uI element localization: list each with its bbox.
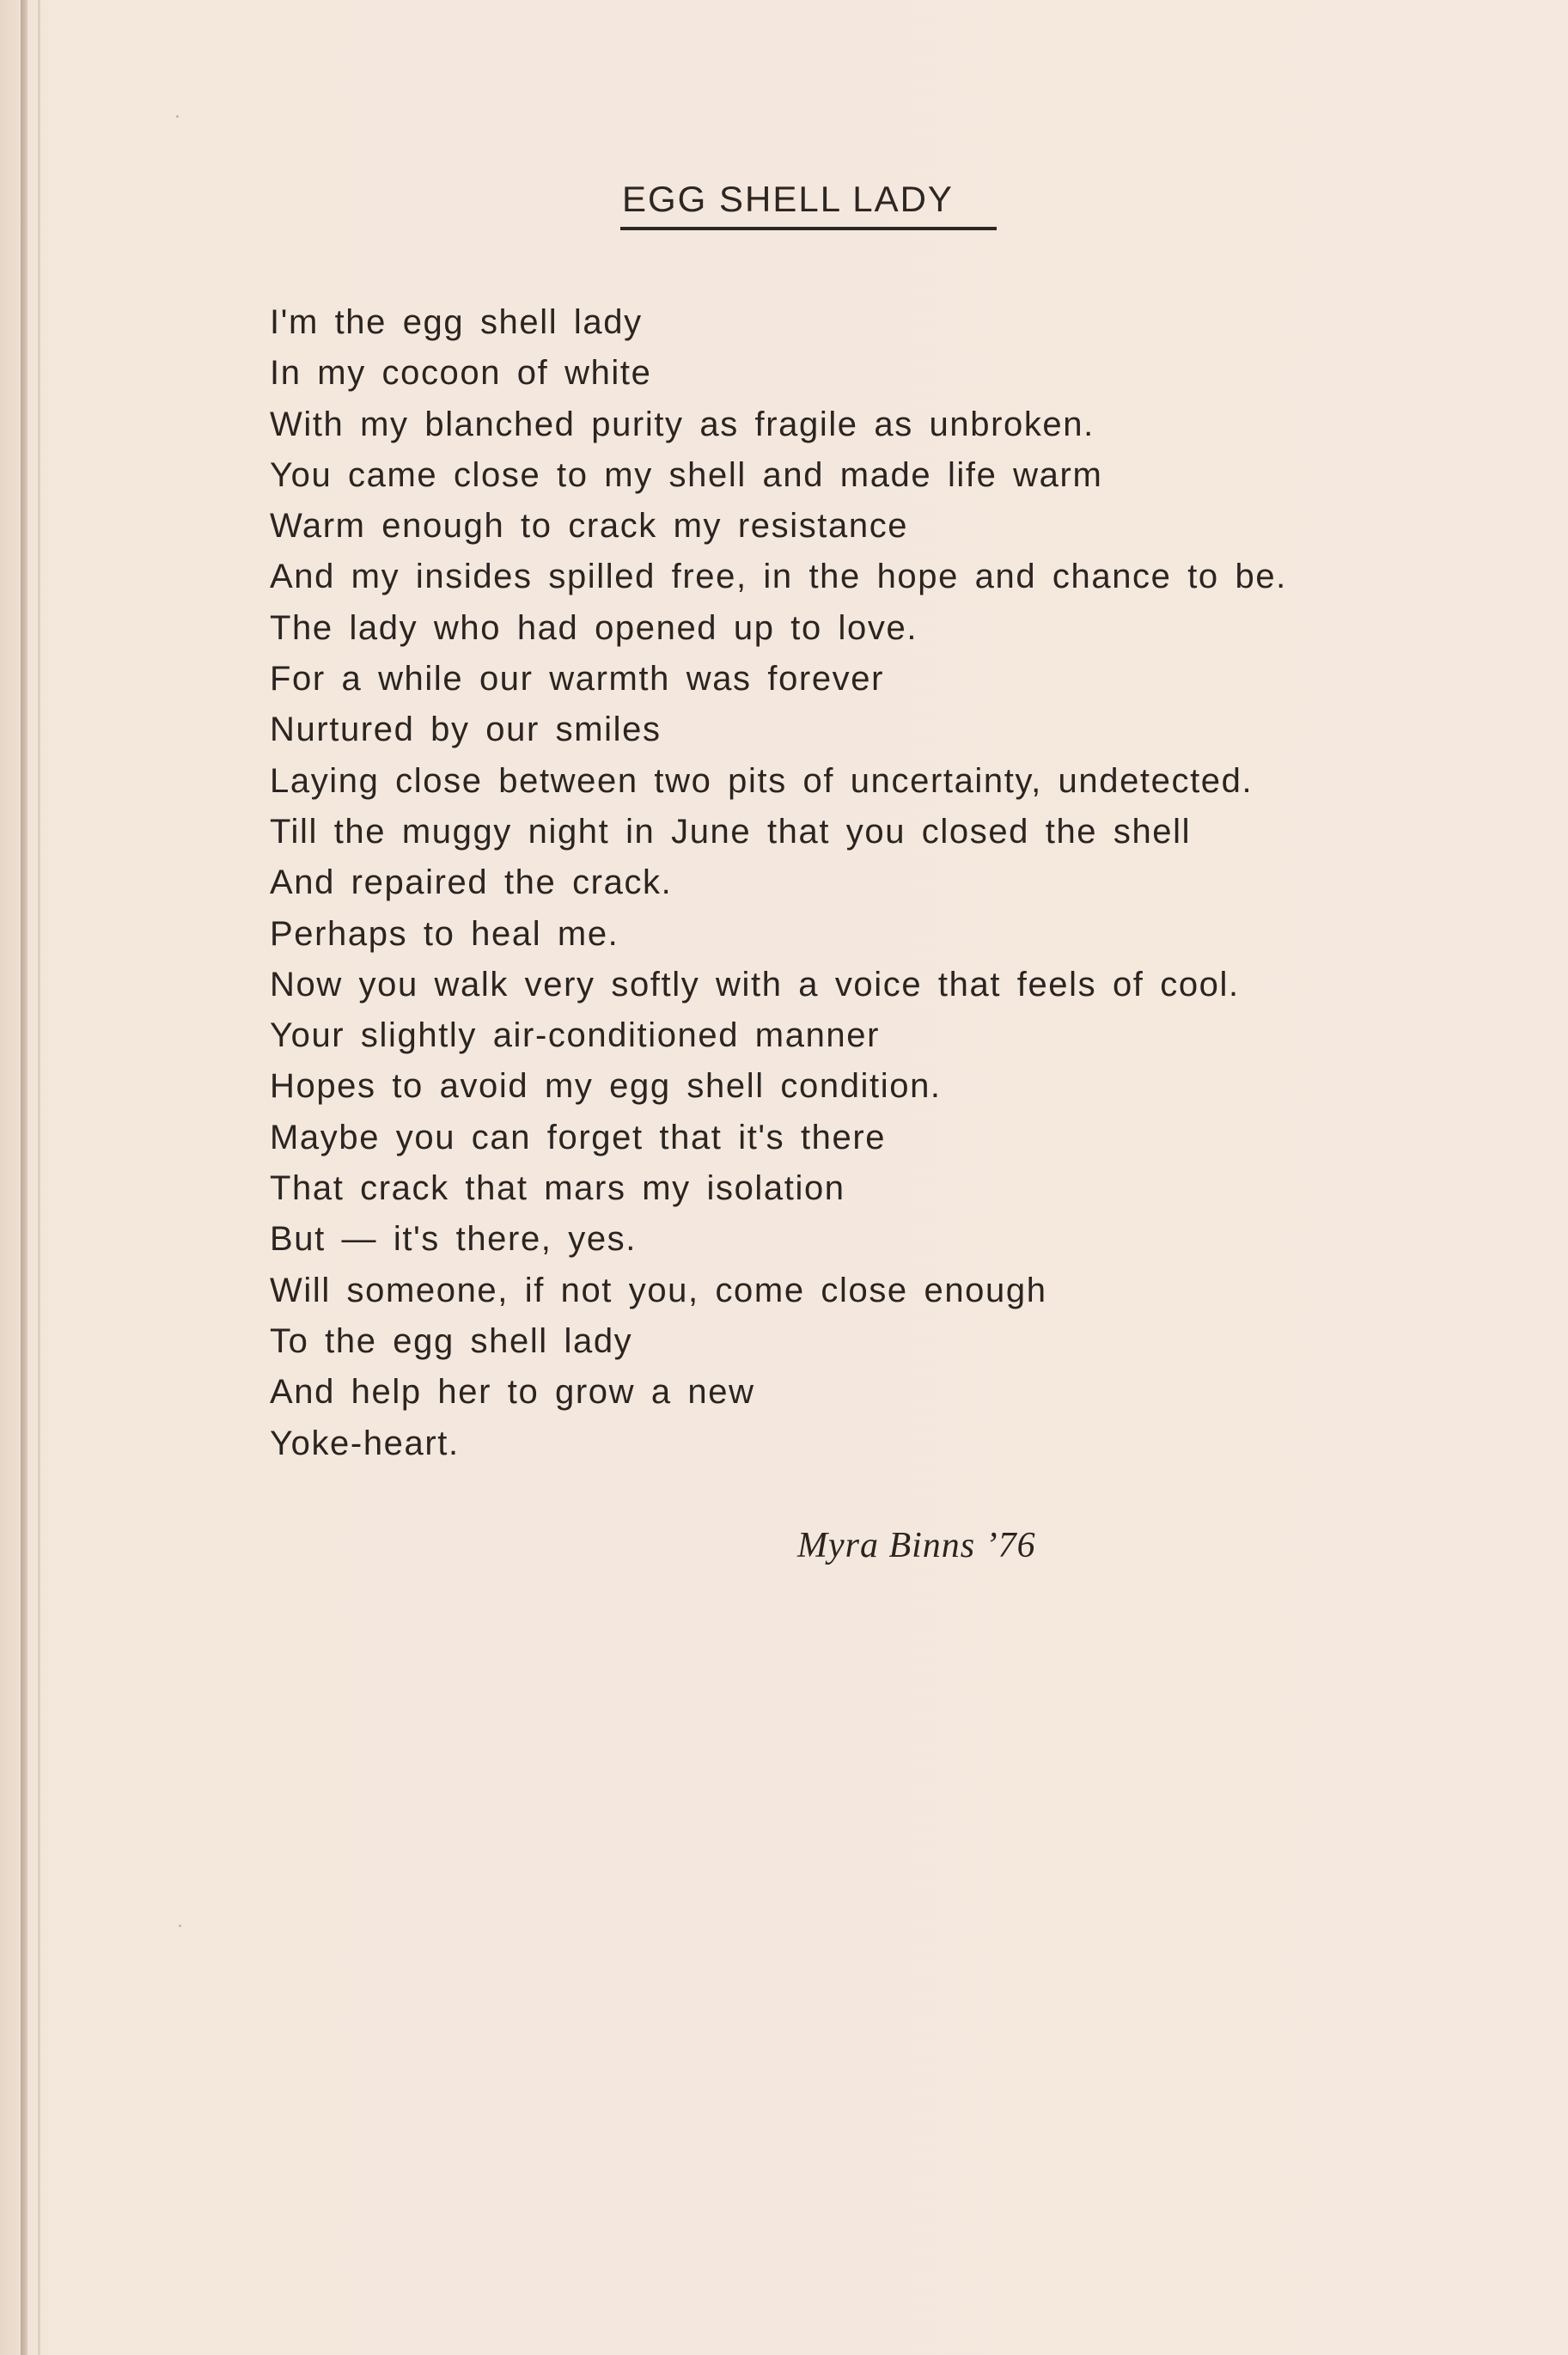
poem-line: In my cocoon of white	[270, 354, 652, 393]
title-underline	[620, 227, 997, 230]
poem-line: And my insides spilled free, in the hope and chance to be.	[270, 558, 1287, 596]
poem-title: EGG SHELL LADY	[622, 179, 954, 219]
paper-speck	[179, 1925, 181, 1927]
poem-line: The lady who had opened up to love.	[270, 608, 918, 647]
poem-line: I'm the egg shell lady	[270, 303, 643, 341]
poem-line: Laying close between two pits of uncertainty, undetected.	[270, 761, 1254, 800]
poem-line: Nurtured by our smiles	[270, 711, 662, 749]
poem-line: With my blanched purity as fragile as unbroken.	[270, 405, 1095, 443]
page-binding-crease	[38, 0, 40, 2355]
poem-line: You came close to my shell and made life warm	[270, 455, 1103, 494]
poem-body	[270, 297, 1387, 1469]
poem-line: Hopes to avoid my egg shell condition.	[270, 1067, 942, 1106]
poem-line: Will someone, if not you, come close enough	[270, 1271, 1047, 1309]
poem-line: Maybe you can forget that it's there	[270, 1118, 887, 1156]
poem-line: And repaired the crack.	[270, 863, 673, 902]
paper-speck	[176, 115, 179, 118]
poem-line: Now you walk very softly with a voice that feels of cool.	[270, 965, 1240, 1004]
poem-line: Your slightly air-conditioned manner	[270, 1016, 881, 1055]
poem-line: Till the muggy night in June that you closed the shell	[270, 812, 1192, 851]
poem-line: To the egg shell lady	[270, 1321, 633, 1360]
poem-line: Perhaps to heal me.	[270, 914, 619, 953]
poem-line: That crack that mars my isolation	[270, 1169, 845, 1208]
poem-line: Warm enough to crack my resistance	[270, 507, 909, 546]
poem-line: But — it's there, yes.	[270, 1220, 637, 1259]
poem-line: And help her to grow a new	[270, 1373, 755, 1412]
page-binding-edge	[21, 0, 27, 2355]
author-signature: Myra Binns ’76	[797, 1526, 1036, 1565]
poem-line: For a while our warmth was forever	[270, 660, 885, 699]
poem-line: Yoke-heart.	[270, 1424, 460, 1462]
